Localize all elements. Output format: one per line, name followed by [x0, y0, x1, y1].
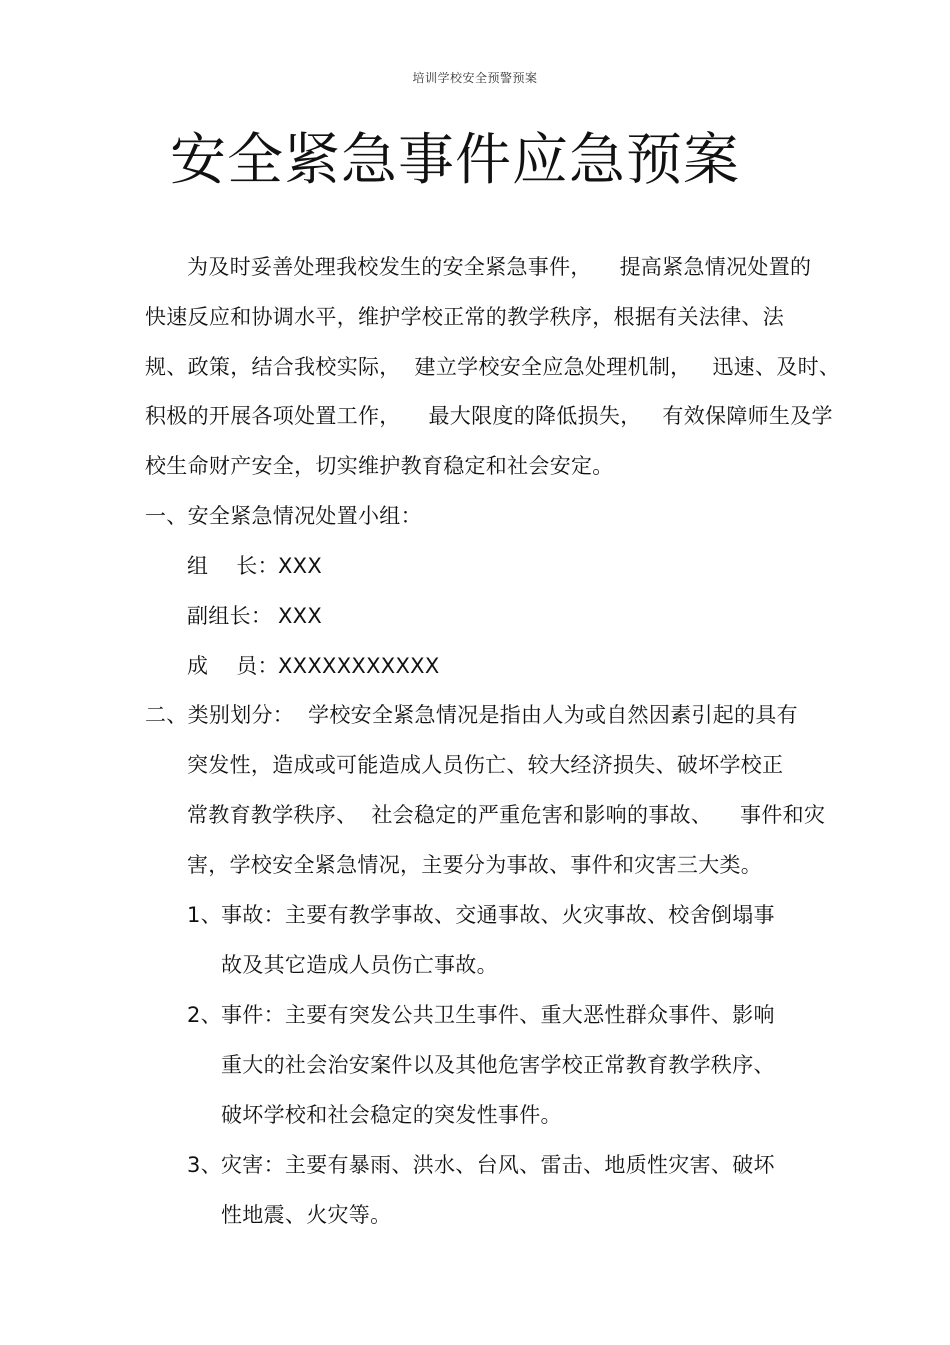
item-2-line-1: 事件：主要有突发公共卫生事件、重大恶性群众事件、影响	[221, 1003, 775, 1027]
intro-line-1: 为及时妥善处理我校发生的安全紧急事件， 提高紧急情况处置的	[187, 255, 812, 279]
item-2-line-3: 破坏学校和社会稳定的突发性事件。	[221, 1103, 562, 1127]
item-1-line-1: 事故：主要有教学事故、交通事故、火灾事故、校舍倒塌事	[221, 903, 775, 927]
intro-line-5: 校生命财产安全，切实维护教育稳定和社会安定。	[145, 454, 614, 478]
intro-line-2: 快速反应和协调水平，维护学校正常的教学秩序，根据有关法律、法	[145, 305, 784, 329]
item-1-line-2: 故及其它造成人员伤亡事故。	[221, 953, 498, 977]
section-2-line-2: 突发性，造成或可能造成人员伤亡、较大经济损失、破坏学校正	[187, 753, 784, 777]
member-label: 成 员：	[187, 654, 279, 678]
intro-line-4: 积极的开展各项处置工作， 最大限度的降低损失， 有效保障师生及学	[145, 404, 833, 428]
item-2-line-2: 重大的社会治安案件以及其他危害学校正常教育教学秩序、	[221, 1053, 775, 1077]
leader-value: XXX	[278, 554, 323, 578]
section-2-line-3: 常教育教学秩序、 社会稳定的严重危害和影响的事故、 事件和灾	[187, 803, 826, 827]
intro-line-3: 规、政策，结合我校实际， 建立学校安全应急处理机制， 迅速、及时、	[145, 355, 841, 379]
item-2-number: 2、	[187, 1003, 222, 1027]
document-title: 安全紧急事件应急预案	[170, 128, 740, 193]
running-header: 培训学校安全预警预案	[412, 71, 538, 85]
item-1-number: 1、	[187, 903, 222, 927]
leader-label: 组 长：	[187, 554, 279, 578]
section-2-line-1: 二、类别划分： 学校安全紧急情况是指由人为或自然因素引起的具有	[145, 703, 798, 727]
section-1-heading: 一、安全紧急情况处置小组：	[145, 504, 422, 528]
item-3-line-1: 灾害：主要有暴雨、洪水、台风、雷击、地质性灾害、破坏	[221, 1153, 775, 1177]
item-3-line-2: 性地震、火灾等。	[221, 1203, 392, 1227]
section-2-line-4: 害，学校安全紧急情况，主要分为事故、事件和灾害三大类。	[187, 853, 763, 877]
member-value: XXXXXXXXXXX	[278, 654, 440, 678]
deputy-value: XXX	[278, 604, 323, 628]
item-3-number: 3、	[187, 1153, 222, 1177]
deputy-label: 副组长：	[187, 604, 273, 628]
